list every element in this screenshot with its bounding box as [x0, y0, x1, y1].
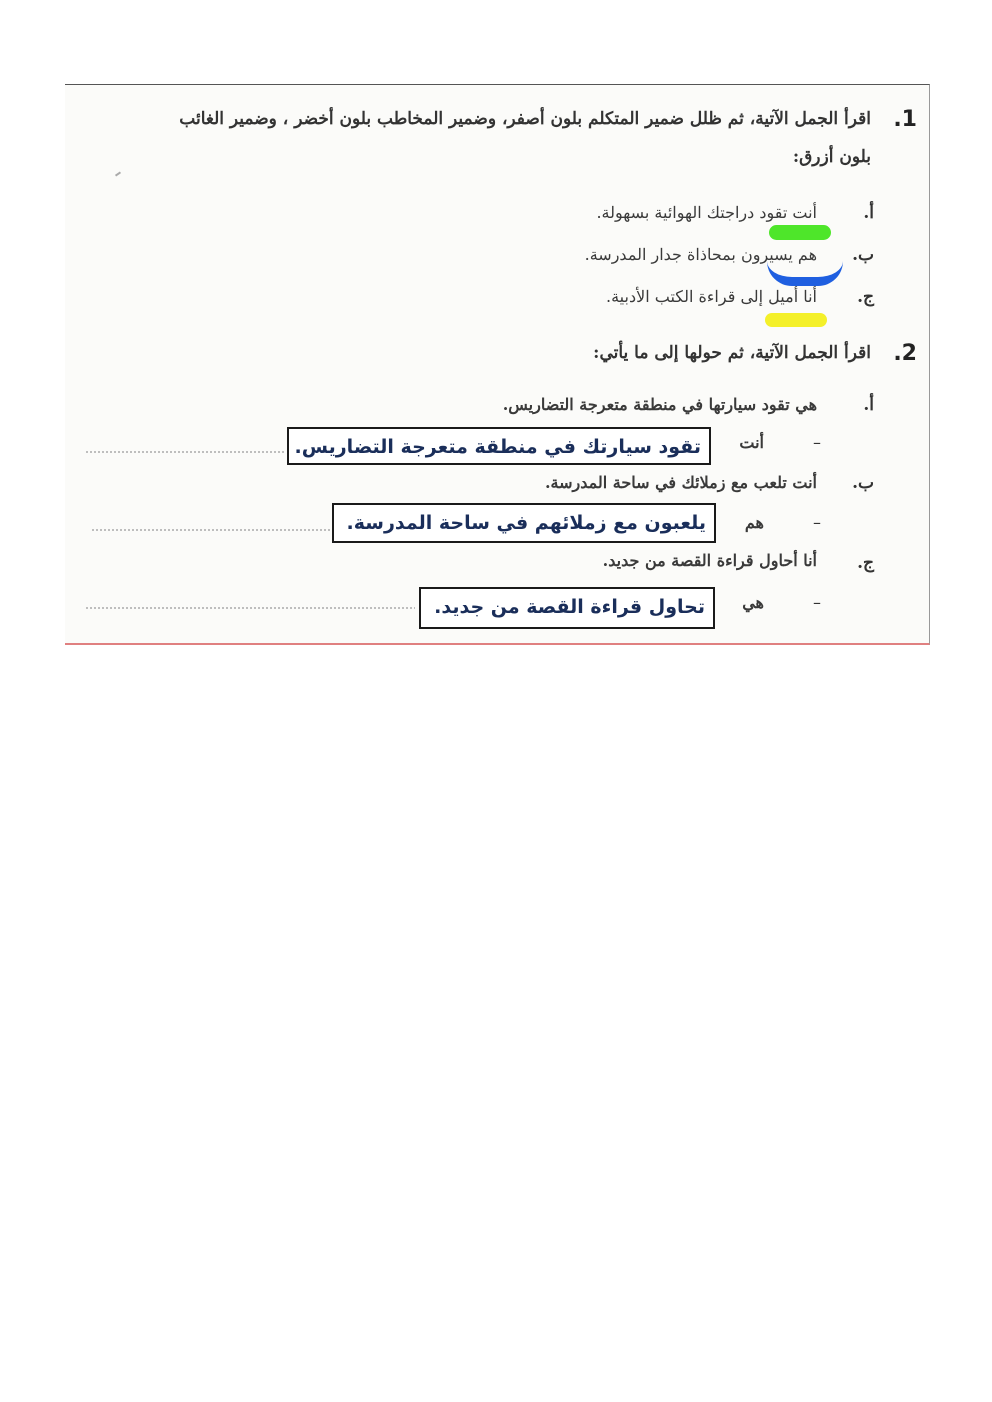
q2-item-b-sentence: أنت تلعب مع زملائك في ساحة المدرسة. [544, 473, 817, 492]
q2-item-b-pronoun: هم [744, 513, 764, 532]
q1-item-b-letter: ب. [852, 245, 874, 265]
question-1-number: .1 [893, 107, 917, 132]
q2-item-c-sentence: أنا أحاول قراءة القصة من جديد. [602, 551, 817, 570]
q2-item-a-sentence: هي تقود سيارتها في منطقة متعرجة التضاريس. [502, 395, 817, 414]
q1-item-c-letter: ج. [857, 287, 874, 307]
question-1-line-2: بلون أزرق: [792, 147, 871, 167]
q2-item-b-answer-field[interactable]: يلعبون مع زملائهم في ساحة المدرسة. [332, 503, 716, 543]
q2-item-b-answer-line [91, 529, 331, 531]
q2-item-a-answer-line [85, 451, 285, 453]
q2-item-c-letter: ج. [857, 553, 874, 573]
q2-item-b-dash: – [813, 513, 821, 532]
q2-item-c-dash: – [813, 593, 821, 612]
q2-item-c-pronoun: هي [742, 593, 764, 612]
q1-item-b-text: هم يسيرون بمحاذاة جدار المدرسة. [584, 245, 817, 264]
q2-item-a-pronoun: أنت [739, 433, 764, 452]
worksheet-page [65, 84, 930, 645]
q2-item-a-letter: أ. [863, 395, 874, 415]
top-dotted-border [443, 84, 628, 85]
q1-item-c-text: أنا أميل إلى قراءة الكتب الأدبية. [606, 287, 817, 306]
q2-item-a-dash: – [813, 433, 821, 452]
q1-item-a-text: أنت تقود دراجتك الهوائية بسهولة. [596, 203, 817, 222]
q1-item-a-letter: أ. [863, 203, 874, 223]
q2-item-c-answer-line [85, 607, 415, 609]
q2-item-c-answer-field[interactable]: تحاول قراءة القصة من جديد. [419, 587, 715, 629]
q2-item-b-letter: ب. [852, 473, 874, 493]
q2-item-a-answer-field[interactable]: تقود سيارتك في منطقة متعرجة التضاريس. [287, 427, 711, 465]
question-2-text: اقرأ الجمل الآتية، ثم حولها إلى ما يأتي: [593, 343, 871, 363]
stray-mark [115, 171, 121, 176]
question-1-line-1: اقرأ الجمل الآتية، ثم ظلل ضمير المتكلم بلون أصفر، وضمير المخاطب بلون أخضر ، وضمير الغائب [179, 109, 871, 129]
yellow-highlight-marker [765, 313, 827, 327]
blue-highlight-marker [767, 261, 843, 286]
question-2-number: .2 [893, 341, 917, 366]
green-highlight-marker [769, 225, 831, 240]
